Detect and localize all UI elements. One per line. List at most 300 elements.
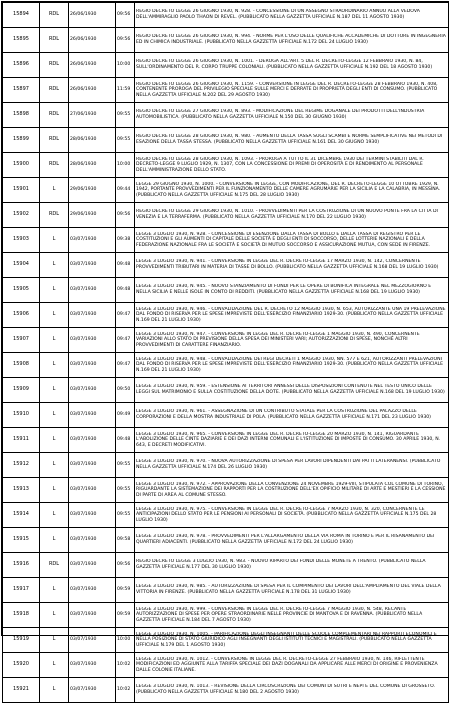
entry-time-cell — [116, 678, 135, 703]
entry-time-cell — [116, 328, 135, 353]
act-date: 26/06/1930 — [70, 37, 97, 43]
record-id: 15910 — [13, 411, 29, 418]
entry-time: 09:47 — [117, 362, 131, 368]
record-id-cell — [3, 253, 40, 278]
act-date-cell — [69, 528, 116, 553]
table-row[interactable] — [3, 503, 449, 528]
act-type-cell — [40, 153, 69, 178]
record-id: 15908 — [13, 361, 29, 368]
act-type: L — [52, 411, 56, 418]
record-id: 15903 — [13, 236, 29, 243]
entry-time-cell — [116, 478, 135, 503]
entry-time: 09:56 — [117, 212, 131, 218]
act-type: L — [52, 461, 56, 468]
act-date: 03/07/1930 — [70, 412, 97, 418]
act-date-cell — [69, 328, 116, 353]
record-id-cell — [3, 503, 40, 528]
act-type: L — [52, 686, 56, 693]
record-id: 15900 — [13, 161, 29, 168]
act-date: 03/07/1930 — [70, 587, 97, 593]
entry-time-cell — [116, 53, 135, 78]
act-description: LEGGE 3 LUGLIO 1930, N. 975. - CONVERSIONE IN LEGGE DEL R. DECRETO-LEGGE 7 MARZO 1930, N. 320, CONCERNENTE LE ANTICIPAZIONI DELLO STATO PER LE PENSIONI AI PERSONALI DI SOCIETÀ. (PUBBLICATO NELLA GAZZETTA UFFICIALE N.175 DEL 28 LUGLIO 1930) — [136, 506, 437, 523]
act-description-cell — [135, 378, 449, 403]
table-row[interactable] — [3, 128, 449, 153]
table-row[interactable] — [3, 653, 449, 678]
entry-time: 09:56 — [117, 37, 131, 43]
act-date: 26/06/1930 — [70, 62, 97, 68]
entry-time: 10:02 — [117, 662, 131, 668]
record-id: 15906 — [13, 311, 29, 318]
record-id: 15912 — [13, 461, 29, 468]
record-id-cell — [3, 478, 40, 503]
act-date: 03/07/1930 — [70, 687, 97, 693]
act-description: REGIO DECRETO LEGGE 28 GIUGNO 1930, N. 1093. - PROROGA A TUTTO IL 31 DICEMBRE 1930 DEI TERMINI STABILITI DAL R. DECRETO-LEGGE 9 LUGLIO 1929, N. 1307, CON LA CONCESSIONE DI PREMI DI OPEROSITÀ E DI RENDIMENTO AL PERSONALE DELL'AMMINISTRAZIONE DELLO STATO. — [136, 156, 424, 173]
table-row[interactable] — [3, 603, 449, 628]
entry-time-cell — [116, 503, 135, 528]
act-type-cell — [40, 53, 69, 78]
record-id-cell — [3, 453, 40, 478]
act-description-cell — [135, 203, 449, 228]
record-id-cell — [3, 678, 40, 703]
act-date-cell — [69, 478, 116, 503]
entry-time: 09:55 — [117, 512, 131, 518]
act-description: LEGGE 3 LUGLIO 1930, N. 970. - NUOVA AUTORIZZAZIONE DI SPESA PER LAVORI DIPENDENTI DAI PATTI LATERANENSI. (PUBBLICATO NELLA GAZZETTA UFFICIALE N.174 DEL 26 LUGLIO 1930) — [136, 459, 441, 470]
entry-time-cell — [116, 403, 135, 428]
act-type: L — [52, 586, 56, 593]
table-row[interactable] — [3, 3, 449, 28]
act-date-cell — [69, 453, 116, 478]
act-date-cell — [69, 128, 116, 153]
act-type: L — [52, 386, 56, 393]
act-date: 03/07/1930 — [70, 312, 97, 318]
act-description: LEGGE 3 LUGLIO 1930, N. 961. - ASSEGNAZIONE DI UN CONTRIBUTO STATALE PER LA COSTRUZIONE DEL PALAZZO DELLE CORPORAZIONI E DELLA MOSTRA INDUSTRIALE DI POLA. (PUBBLICATO NELLA GAZZETTA UFFICIALE N.171 DEL 23 LUGLIO 1930) — [136, 409, 431, 420]
entry-time: 09:56 — [117, 562, 131, 568]
act-description-cell — [135, 553, 449, 578]
act-date-cell — [69, 278, 116, 303]
act-description-cell — [135, 503, 449, 528]
entry-time: 09:47 — [117, 337, 131, 343]
act-description: REGIO DECRETO LEGGE 26 GIUGNO 1930, N. 1159. - CONVERSIONE IN LEGGE DEL R. DECRETO-LEGGE 28 FEBBRAIO 1930, N. 408, CONTENENTE PROROGA DEL PRIVILEGIO SPECIALE SULLE MERCI E DERRATE DI PROPRIETÀ DEGLI ENTI DI CONSUMO. (PUBBLICATO NELLA GAZZETTA UFFICIALE N.202 DEL 29 AGOSTO 1930) — [136, 81, 438, 98]
act-description: LEGGE 29 GIUGNO 1930, N. 1000. - CONVERSIONE IN LEGGE, CON MODIFICAZIONE, DEL R. DECRETO-LEGGE 10 OTTOBRE 1929, N. 1942, PORTANTE PROVVEDIMENTI PER IL FUNZIONAMENTO DELLE CAMERE AGRUMARIE PER LA SICILIA E LA CALABRIA, IN MESSINA. (PUBBLICATO NELLA GAZZETTA UFFICIALE N.175 DEL 28 LUGLIO 1930) — [136, 181, 441, 198]
act-description-cell — [135, 28, 449, 53]
entry-time: 09:48 — [117, 287, 131, 293]
entry-time-cell — [116, 128, 135, 153]
act-description: REGIO DECRETO LEGGE 27 GIUGNO 1930, N. 893. - MODIFICAZIONE DEL REGIME DOGANALE DEI PRODOTTI DELL'INDUSTRIA AUTOMOBILISTICA. (PUBBLICATO NELLA GAZZETTA UFFICIALE N.150 DEL 30 GIUGNO 1930) — [136, 109, 425, 120]
act-type-cell — [40, 628, 69, 653]
act-description-cell — [135, 303, 449, 328]
act-description: REGIO DECRETO LEGGE 26 GIUGNO 1930, N. 928. - CONCESSIONE DI UN ASSEGNO STRAORDINARIO ANNUO ALLA VEDOVA DELL'AMMIRAGLIO PAOLO THAON DI REVEL. (PUBBLICATO NELLA GAZZETTA UFFICIALE N.187 DEL 11 AGOSTO 1930) — [136, 9, 420, 20]
act-date: 03/07/1930 — [70, 462, 97, 468]
act-type-cell — [40, 328, 69, 353]
act-description: LEGGE 3 LUGLIO 1930, N. 946. - CONVALIDAZIONE DEL R. DECRETO 12 MAGGIO 1930, N. 653, AUTORIZZANTE UNA 19 PRELEVAZIONE DAL FONDO DI RISERVA PER LE SPESE IMPREVISTE DELL'ESERCIZIO FINANZIARIO 1929-30. (PUBBLICATO NELLA GAZZETTA UFFICIALE N.169 DEL 21 LUGLIO 1930) — [136, 306, 446, 323]
act-description: LEGGE 3 LUGLIO 1930, N. 948. - CONVALIDAZIONE DEI REGI DECRETI 1 MAGGIO 1930, NN. 577 E 621, AUTORIZZANTI PRELEVAZIONI DAL FONDO DI RISERVA PER LE SPESE IMPREVISTE DELL'ESERCIZIO FINANZIARIO 1929-30. (PUBBLICATO NELLA GAZZETTA UFFICIALE N.169 DEL 21 LUGLIO 1930) — [136, 356, 443, 373]
act-date-cell — [69, 28, 116, 53]
table-row[interactable] — [3, 328, 449, 353]
act-date: 29/06/1930 — [70, 212, 97, 218]
act-type-cell — [40, 278, 69, 303]
act-date-cell — [69, 578, 116, 603]
record-id-cell — [3, 653, 40, 678]
entry-time-cell — [116, 378, 135, 403]
act-type-cell — [40, 103, 69, 128]
entry-time-cell — [116, 603, 135, 628]
act-date-cell — [69, 53, 116, 78]
record-id: 15918 — [13, 611, 29, 618]
entry-time: 09:55 — [117, 462, 131, 468]
act-date: 26/06/1930 — [70, 87, 97, 93]
entry-time-cell — [116, 153, 135, 178]
act-date-cell — [69, 403, 116, 428]
record-id: 15917 — [13, 586, 29, 593]
entry-time-cell — [116, 353, 135, 378]
table-row[interactable] — [3, 403, 449, 428]
act-date: 03/07/1930 — [70, 487, 97, 493]
table-row[interactable] — [3, 303, 449, 328]
act-description-cell — [135, 678, 449, 703]
entry-time-cell — [116, 253, 135, 278]
act-date-cell — [69, 378, 116, 403]
act-date: 03/07/1930 — [70, 287, 97, 293]
act-date: 26/06/1930 — [70, 12, 97, 18]
act-date: 03/07/1930 — [70, 612, 97, 618]
table-row[interactable] — [3, 253, 449, 278]
record-id-cell — [3, 403, 40, 428]
legislation-register-table — [2, 2, 449, 703]
record-id: 15905 — [13, 286, 29, 293]
act-description-cell — [135, 528, 449, 553]
entry-time: 09:58 — [117, 537, 131, 543]
act-date: 03/07/1930 — [70, 537, 97, 543]
entry-time: 09:55 — [117, 487, 131, 493]
entry-time-cell — [116, 628, 135, 653]
record-id: 15909 — [13, 386, 29, 393]
entry-time: 10:00 — [117, 637, 131, 643]
act-type-cell — [40, 253, 69, 278]
record-id: 15897 — [13, 86, 29, 93]
entry-time-cell — [116, 3, 135, 28]
record-id-cell — [3, 28, 40, 53]
act-type-cell — [40, 553, 69, 578]
record-id: 15904 — [13, 261, 29, 268]
act-date-cell — [69, 153, 116, 178]
record-id-cell — [3, 278, 40, 303]
act-type: L — [52, 286, 56, 293]
table-row[interactable] — [3, 228, 449, 253]
act-type-cell — [40, 478, 69, 503]
act-date-cell — [69, 178, 116, 203]
act-date-cell — [69, 428, 116, 453]
record-id: 15898 — [13, 111, 29, 118]
act-type: L — [52, 336, 56, 343]
act-description-cell — [135, 128, 449, 153]
table-row[interactable] — [3, 203, 449, 228]
entry-time: 09:49 — [117, 412, 131, 418]
entry-time-cell — [116, 553, 135, 578]
act-date-cell — [69, 628, 116, 653]
table-row[interactable] — [3, 178, 449, 203]
act-date-cell — [69, 228, 116, 253]
act-date-cell — [69, 3, 116, 28]
act-description: LEGGE 3 LUGLIO 1930, N. 1005. - PARIFICAZIONE DEGLI INSEGNANTI DELLE SCUOLE COMPLEMENTARI NEI RAPPORTI ECONOMICI E NELLA POSIZIONE DI STATO GIURIDICO AGLI INSEGNANTI DEGLI ISTITUTI TECNICI E MAGISTRALI. (PUBBLICATO NELLA GAZZETTA UFFICIALE N.179 DEL 1 AGOSTO 1930) — [136, 631, 437, 648]
act-type-cell — [40, 403, 69, 428]
register-rows — [3, 3, 449, 703]
act-description: LEGGE 3 LUGLIO 1930, N. 1012. - CONVERSIONE IN LEGGE DEL R. DECRETO-LEGGE 27 FEBBRAIO 1930, N. 146, RIFLETTENTE MODIFICAZIONI ED AGGIUNTE ALLA TARIFFA SPECIALE DEI DAZI DOGANALI DA APPLICARE ALLE MERCI DI ORIGINE E PROVENIENZA DALLE COLONIE ITALIANE. — [136, 656, 438, 673]
act-date: 03/07/1930 — [70, 437, 97, 443]
act-type: L — [52, 536, 56, 543]
record-id-cell — [3, 78, 40, 103]
act-description-cell — [135, 603, 449, 628]
act-type: L — [52, 311, 56, 318]
act-description-cell — [135, 228, 449, 253]
table-row[interactable] — [3, 153, 449, 178]
act-date-cell — [69, 553, 116, 578]
entry-time: 09:38 — [117, 237, 131, 243]
record-id-cell — [3, 628, 40, 653]
act-type-cell — [40, 78, 69, 103]
act-type-cell — [40, 353, 69, 378]
act-type-cell — [40, 203, 69, 228]
act-description-cell — [135, 3, 449, 28]
act-description: LEGGE 3 LUGLIO 1930, N. 959. - ESTENSIONE AI TERRITORI ANNESSI DELLE DISPOSIZIONI CONTENUTE NEL TESTO UNICO DELLE LEGGI SUL MATRIMONIO E SULLA COSTITUZIONE DELLA DOTE. (PUBBLICATO NELLA GAZZETTA UFFICIALE N.168 DEL 19 LUGLIO 1930) — [136, 384, 445, 395]
act-description: REGIO DECRETO LEGGE 3 LUGLIO 1930, N. 983. - NUOVO RIPARTO DEI FONDI DELLE MONETE A TRENTO. (PUBBLICATO NELLA GAZZETTA UFFICIALE N.177 DEL 30 LUGLIO 1930) — [136, 559, 426, 570]
act-description: LEGGE 3 LUGLIO 1930, N. 928. - CONCESSIONE DI ESENZIONE DALLA TASSA DI BOLLO E DALLA TASSA DI REGISTRO PER LE COSTITUZIONI E GLI AUMENTI DI CAPITALE DELLE SOCIETÀ E DEGLI ENTI DI SOCCORSO, DELLE LOTTERIE NAZIONALI E DELLA FEDERAZIONE NAZIONALE FRA LE SOCIETÀ E SOCIETÀ DI MUTUO SOCCORSO E ASSICURAZIONE MUTUA, CON SEDE IN FIRENZE. — [136, 231, 431, 248]
entry-time: 11:59 — [117, 87, 131, 93]
record-id: 15913 — [13, 486, 29, 493]
table-row[interactable] — [3, 78, 449, 103]
act-type: L — [52, 486, 56, 493]
act-description-cell — [135, 428, 449, 453]
record-id-cell — [3, 603, 40, 628]
entry-time-cell — [116, 428, 135, 453]
entry-time-cell — [116, 228, 135, 253]
record-id-cell — [3, 128, 40, 153]
entry-time-cell — [116, 103, 135, 128]
table-row[interactable] — [3, 453, 449, 478]
act-type-cell — [40, 528, 69, 553]
record-id-cell — [3, 328, 40, 353]
act-type-cell — [40, 228, 69, 253]
entry-time: 09:55 — [117, 112, 131, 118]
act-type: RDL — [48, 561, 60, 568]
act-type: L — [52, 511, 56, 518]
act-type: L — [52, 661, 56, 668]
act-date-cell — [69, 653, 116, 678]
record-id: 15914 — [13, 511, 29, 518]
act-type: RDL — [48, 161, 60, 168]
record-id: 15896 — [13, 61, 29, 68]
record-id-cell — [3, 103, 40, 128]
act-description-cell — [135, 653, 449, 678]
act-date: 27/06/1930 — [70, 112, 97, 118]
act-description: LEGGE 3 LUGLIO 1930, N. 947. - CONVERSIONE IN LEGGE DEL R. DECRETO-LEGGE 1 MAGGIO 1930, N. 490, CONCERNENTE VARIAZIONI ALLO STATO DI PREVISIONE DELLA SPESA DEI MINISTERI VARI; AUTORIZZAZIONI DI SPESE, NONCHÉ ALTRI PROVVEDIMENTI DI CARATTERE FINANZIARIO. — [136, 331, 420, 348]
entry-time: 09:56 — [117, 12, 131, 18]
table-row[interactable] — [3, 678, 449, 703]
act-description: LEGGE 3 LUGLIO 1930, N. 999. - CONVERSIONE IN LEGGE DEL R. DECRETO-LEGGE 7 MAGGIO 1930, N. 548, RECANTE AUTORIZZAZIONE DI SPESE PER OPERE STRAORDINARIE NELLE PROVINCIE DI MANTOVA E DI RAVENNA. (PUBBLICATO NELLA GAZZETTA UFFICIALE N.184 DEL 7 AGOSTO 1930) — [136, 606, 423, 623]
record-id: 15894 — [13, 11, 29, 18]
entry-time: 09:50 — [117, 387, 131, 393]
record-id: 15911 — [13, 436, 29, 443]
act-date: 28/06/1930 — [70, 137, 97, 143]
act-type-cell — [40, 653, 69, 678]
act-description: LEGGE 3 LUGLIO 1930, N. 965. - CONVERSIONE IN LEGGE DEL R. DECRETO-LEGGE 20 MARZO 1930, N. 141, RIGUARDANTE L'ABOLIZIONE DELLE CINTE DAZIARIE E DEI DAZI INTERNI COMUNALI E L'ISTITUZIONE DI IMPOSTE DI CONSUMO. 30 APRILE 1930, N. 643, E DECRETI MODIFICATIVI. — [136, 431, 441, 448]
record-id: 15919 — [13, 636, 29, 643]
table-row[interactable] — [3, 103, 449, 128]
record-id: 15899 — [13, 136, 29, 143]
record-id-cell — [3, 203, 40, 228]
act-date: 03/07/1930 — [70, 337, 97, 343]
entry-time: 09:55 — [117, 137, 131, 143]
entry-time: 10:00 — [117, 62, 131, 68]
record-id-cell — [3, 178, 40, 203]
act-type: RDL — [48, 11, 60, 18]
act-type-cell — [40, 178, 69, 203]
act-date: 03/07/1930 — [70, 362, 97, 368]
entry-time: 09:48 — [117, 262, 131, 268]
entry-time: 09:59 — [117, 612, 131, 618]
act-date-cell — [69, 203, 116, 228]
act-date: 03/07/1930 — [70, 262, 97, 268]
entry-time-cell — [116, 28, 135, 53]
record-id-cell — [3, 228, 40, 253]
table-row[interactable] — [3, 278, 449, 303]
record-id-cell — [3, 578, 40, 603]
act-date: 03/07/1930 — [70, 662, 97, 668]
record-id-cell — [3, 553, 40, 578]
act-date: 29/06/1930 — [70, 187, 97, 193]
act-date-cell — [69, 353, 116, 378]
act-type: RDL — [48, 136, 60, 143]
table-row[interactable] — [3, 353, 449, 378]
act-date: 03/07/1930 — [70, 237, 97, 243]
act-type-cell — [40, 378, 69, 403]
entry-time-cell — [116, 203, 135, 228]
act-date-cell — [69, 678, 116, 703]
act-type-cell — [40, 678, 69, 703]
entry-time-cell — [116, 78, 135, 103]
entry-time-cell — [116, 278, 135, 303]
act-date: 03/07/1930 — [70, 512, 97, 518]
record-id-cell — [3, 428, 40, 453]
act-description: LEGGE 3 LUGLIO 1930, N. 978. - PROVVEDIMENTI PER L'ALLARGAMENTO DELLA VIA ROMA IN TORINO E PER IL RISANAMENTO DEI QUARTIERI ADIACENTI. (PUBBLICATO NELLA GAZZETTA UFFICIALE N.172 DEL 24 LUGLIO 1930) — [136, 534, 435, 545]
record-id: 15902 — [13, 211, 29, 218]
act-date-cell — [69, 103, 116, 128]
act-date: 03/07/1930 — [70, 562, 97, 568]
act-type: L — [52, 361, 56, 368]
entry-time: 09:44 — [117, 187, 131, 193]
register-page — [1, 1, 449, 695]
act-type: L — [52, 236, 56, 243]
act-description-cell — [135, 278, 449, 303]
table-row[interactable] — [3, 553, 449, 578]
act-type: L — [52, 436, 56, 443]
table-row[interactable] — [3, 53, 449, 78]
act-description-cell — [135, 78, 449, 103]
act-description: LEGGE 3 LUGLIO 1930, N. 945. - NUOVO STANZIAMENTO DI FONDI PER LE OPERE DI BONIFICA INTEGRALE NEL MEZZOGIORNO E NELLA SICILIA E NELLE ISOLE IN CONTO DI REDDITI. (PUBBLICATO NELLA GAZZETTA UFFICIALE N.168 DEL 19 LUGLIO 1930) — [136, 284, 432, 295]
act-description-cell — [135, 453, 449, 478]
table-row[interactable] — [3, 578, 449, 603]
entry-time: 09:47 — [117, 312, 131, 318]
act-description: LEGGE 3 LUGLIO 1930, N. 941. - CONVERSIONE IN LEGGE DEL R. DECRETO-LEGGE 17 MARZO 1930, N. 142, CONCERNENTE PROVVEDIMENTI TRIBUTARI IN MATERIA DI TASSE DI BOLLO. (PUBBLICATO NELLA GAZZETTA UFFICIALE N.168 DEL 19 LUGLIO 1930) — [136, 259, 439, 270]
act-type-cell — [40, 603, 69, 628]
entry-time-cell — [116, 578, 135, 603]
record-id-cell — [3, 3, 40, 28]
entry-time: 10:02 — [117, 687, 131, 693]
act-type: L — [52, 611, 56, 618]
table-row[interactable] — [3, 378, 449, 403]
record-id: 15907 — [13, 336, 29, 343]
act-description-cell — [135, 153, 449, 178]
act-date-cell — [69, 603, 116, 628]
entry-time-cell — [116, 178, 135, 203]
act-type-cell — [40, 503, 69, 528]
record-id-cell — [3, 53, 40, 78]
table-row[interactable] — [3, 28, 449, 53]
table-row[interactable] — [3, 628, 449, 653]
act-type-cell — [40, 303, 69, 328]
act-description-cell — [135, 253, 449, 278]
entry-time-cell — [116, 303, 135, 328]
record-id: 15895 — [13, 36, 29, 43]
act-type: RDL — [48, 36, 60, 43]
record-id: 15915 — [13, 536, 29, 543]
record-id-cell — [3, 353, 40, 378]
record-id: 15901 — [13, 186, 29, 193]
record-id: 15920 — [13, 661, 29, 668]
table-row[interactable] — [3, 428, 449, 453]
act-description-cell — [135, 328, 449, 353]
act-description: LEGGE 3 LUGLIO 1930, N. 1013. - REVISIONE DELLA CIRCOSCRIZIONE DEI COMUNI DI SUTRI E NEPI E DEL COMUNE DI GROSSETO. (PUBBLICATO NELLA GAZZETTA UFFICIALE N.180 DEL 2 AGOSTO 1930) — [136, 684, 436, 695]
act-type: RDL — [48, 86, 60, 93]
act-description-cell — [135, 353, 449, 378]
act-description: LEGGE 3 LUGLIO 1930, N. 972. - APPROVAZIONE DELLA CONVENZIONE 24 NOVEMBRE 1929-VIII, STIPULATA COL COMUNE DI TORINO, RIGUARDANTE LA SISTEMAZIONE DEI RAPPORTI PER LA COSTRUZIONE DELL'EX OPIFICIO MILITARE DI ARTE E MESTIERI E LA CESSIONE DI PARTE DI AREA AL COMUNE STESSO. — [136, 481, 446, 498]
act-type: RDL — [48, 111, 60, 118]
act-type-cell — [40, 453, 69, 478]
record-id-cell — [3, 528, 40, 553]
entry-time: 09:48 — [117, 437, 131, 443]
act-date-cell — [69, 303, 116, 328]
act-date: 03/07/1930 — [70, 387, 97, 393]
record-id: 15916 — [13, 561, 29, 568]
act-date: 03/07/1930 — [70, 637, 97, 643]
entry-time-cell — [116, 453, 135, 478]
entry-time-cell — [116, 528, 135, 553]
record-id-cell — [3, 153, 40, 178]
act-date-cell — [69, 253, 116, 278]
act-type-cell — [40, 28, 69, 53]
record-id-cell — [3, 378, 40, 403]
act-type: L — [52, 186, 56, 193]
act-description-cell — [135, 53, 449, 78]
act-description-cell — [135, 478, 449, 503]
act-type-cell — [40, 128, 69, 153]
act-type-cell — [40, 428, 69, 453]
act-description-cell — [135, 103, 449, 128]
act-description: REGIO DECRETO LEGGE 29 GIUGNO 1930, N. 1010. - PROVVEDIMENTI PER LA COSTRUZIONE DI UN NUOVO PONTE FRA LA CITTÀ DI VENEZIA E LA TERRAFERMA. (PUBBLICATO NELLA GAZZETTA UFFICIALE N.170 DEL 22 LUGLIO 1930) — [136, 209, 438, 220]
act-description: REGIO DECRETO LEGGE 28 GIUGNO 1930, N. 980. - AUMENTO DELLA TASSA SUGLI SCAMBI E NORME SEMPLIFICATIVE NEI METODI DI ESAZIONE DELLA TASSA STESSA. (PUBBLICATO NELLA GAZZETTA UFFICIALE N.161 DEL 30 GIUGNO 1930) — [136, 134, 443, 145]
table-row[interactable] — [3, 478, 449, 503]
act-type-cell — [40, 578, 69, 603]
record-id-cell — [3, 303, 40, 328]
act-description: REGIO DECRETO LEGGE 26 GIUGNO 1930, N. 994. - NORME PER L'USO DELLE QUALIFICHE ACCADEMICHE DI DOTTORE IN INGEGNERIA ED IN CHIMICA INDUSTRIALE. (PUBBLICATO NELLA GAZZETTA UFFICIALE N.172 DEL 24 LUGLIO 1930) — [136, 34, 446, 45]
record-id: 15921 — [13, 686, 29, 693]
act-description-cell — [135, 578, 449, 603]
table-row[interactable] — [3, 528, 449, 553]
act-description: REGIO DECRETO LEGGE 26 GIUGNO 1930, N. 1001. - DEROGA ALL'ART. 5 DEL R. DECRETO-LEGGE 12 FEBBRAIO 1930, N. 84, SULL'ORDINAMENTO DEL R. CORPO TRUPPE COLONIALI. (PUBBLICATO NELLA GAZZETTA UFFICIALE N.192 DEL 18 AGOSTO 1930) — [136, 59, 433, 70]
act-type: RDL — [48, 61, 60, 68]
act-date-cell — [69, 78, 116, 103]
act-type-cell — [40, 3, 69, 28]
act-description-cell — [135, 178, 449, 203]
